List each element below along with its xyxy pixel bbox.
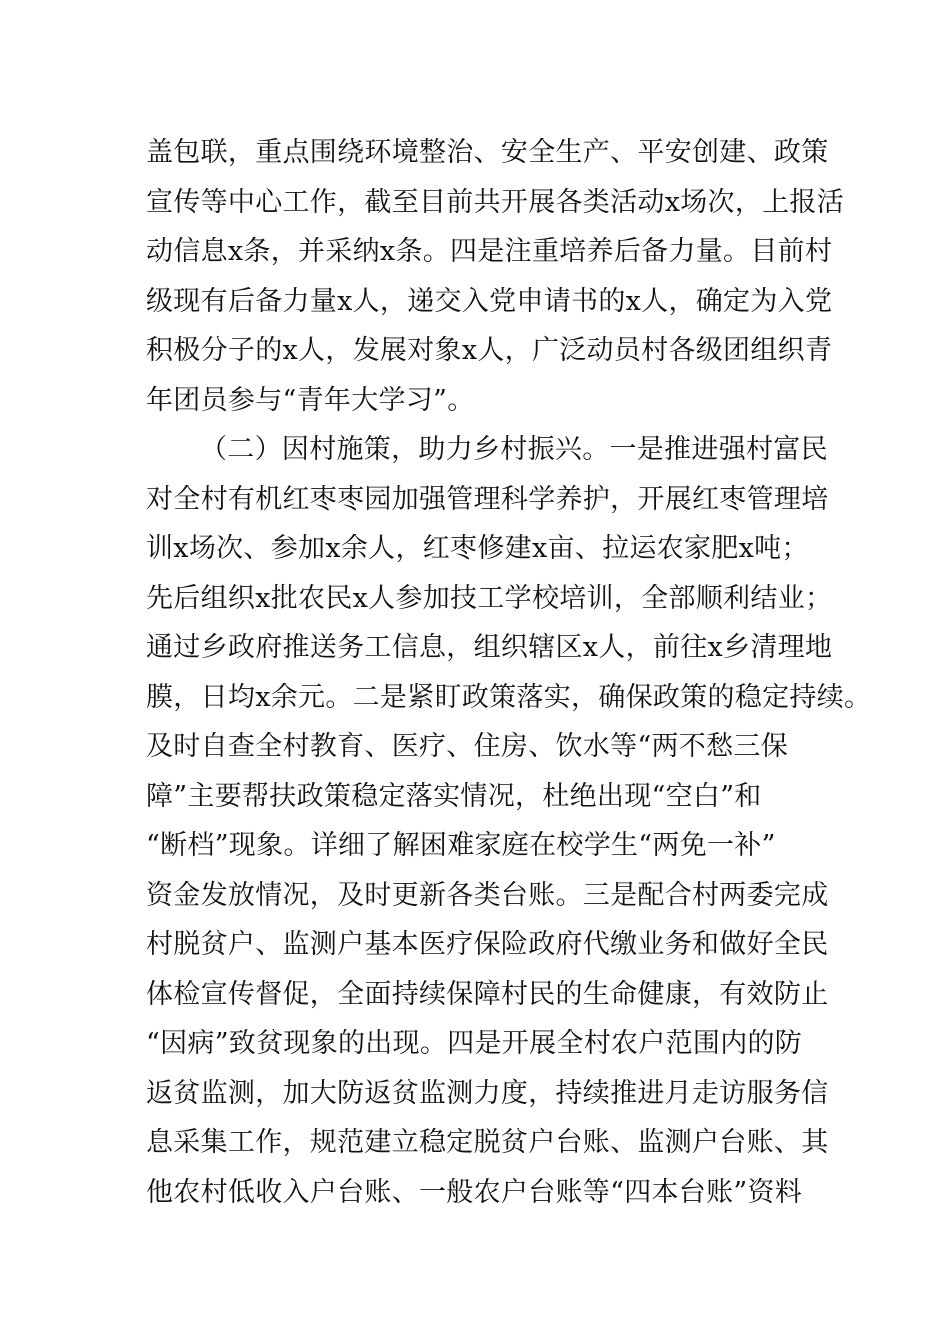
section-heading-line: （二）因村施策，助力乡村振兴。一是推进强村富民 — [200, 434, 828, 465]
text-line: 他农村低收入户台账、一般农户台账等“四本台账”资料 — [146, 1176, 803, 1208]
text-line: 资金发放情况，及时更新各类台账。三是配合村两委完成 — [146, 879, 829, 911]
text-line: 村脱贫户、监测户基本医疗保险政府代缴业务和做好全民 — [146, 929, 829, 960]
text-line: 返贫监测，加大防返贫监测力度，持续推进月走访服务信 — [146, 1077, 829, 1109]
text-line: 积极分子的x人，发展对象x人，广泛动员村各级团组织青 — [146, 335, 833, 366]
text-line: 息采集工作，规范建立稳定脱贫户台账、监测户台账、其 — [146, 1127, 829, 1158]
text-line: 及时自查全村教育、医疗、住房、饮水等“两不愁三保 — [146, 731, 789, 762]
text-line: “断档”现象。详细了解困难家庭在校学生“两免一补” — [146, 830, 776, 861]
body-text — [146, 131, 872, 1220]
text-line: 体检宣传督促，全面持续保障村民的生命健康，有效防止 — [146, 978, 829, 1010]
text-line: 通过乡政府推送务工信息，组织辖区x人，前往x乡清理地 — [146, 632, 833, 663]
text-line: 障”主要帮扶政策稳定落实情况，杜绝出现“空白”和 — [146, 780, 762, 812]
text-line: 宣传等中心工作，截至目前共开展各类活动x场次，上报活 — [146, 186, 845, 218]
text-line: 对全村有机红枣枣园加强管理科学养护，开展红枣管理培 — [146, 483, 829, 515]
text-line: “因病”致贫现象的出现。四是开展全村农户范围内的防 — [146, 1028, 803, 1059]
text-line: 级现有后备力量x人，递交入党申请书的x人，确定为入党 — [146, 285, 833, 317]
text-line: 年团员参与“青年大学习”。 — [146, 384, 475, 416]
text-line: 动信息x条，并采纳x条。四是注重培养后备力量。目前村 — [146, 236, 833, 267]
text-line: 先后组织x批农民x人参加技工学校培训，全部顺利结业； — [146, 582, 833, 614]
text-line: 盖包联，重点围绕环境整治、安全生产、平安创建、政策 — [146, 137, 829, 168]
text-line: 膜，日均x余元。二是紧盯政策落实，确保政策的稳定持续。 — [146, 681, 872, 713]
text-line: 训x场次、参加x余人，红枣修建x亩、拉运农家肥x吨； — [146, 533, 809, 564]
